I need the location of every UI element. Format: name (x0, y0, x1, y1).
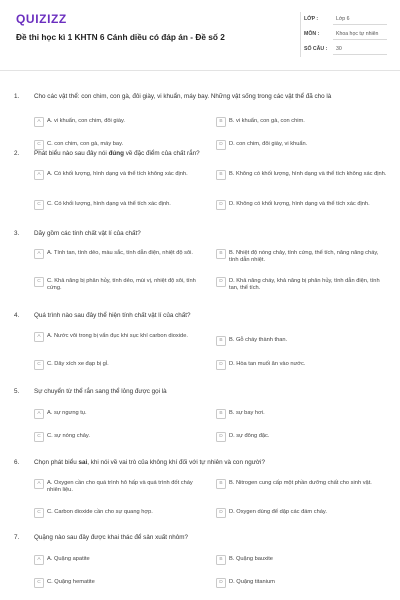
question-number: 3. (14, 230, 20, 237)
option-text: C. Có khối lượng, hình dạng và thể tích xác định. (47, 201, 171, 207)
option-text: A. Nước vôi trong bị vẩn đục khi sục khí carbon dioxide. (47, 333, 188, 339)
question-text-part: Cho các vật thể: con chim, con gà, đôi giày, vi khuẩn, máy bay. Những vật sống trong các vật thể đã cho là (34, 93, 332, 100)
option-letter-badge: A (34, 409, 44, 419)
option-letter-badge: D (216, 578, 226, 588)
worksheet-meta-box (300, 12, 387, 57)
question-text (34, 534, 188, 541)
option-text: B. Nhiệt độ nóng chảy, tính cứng, thể tích, năng năng cháy, tính dẫn nhiệt. (229, 250, 379, 264)
meta-value-class: Lớp 6 (336, 16, 350, 22)
option-text: D. sự đông đặc. (229, 433, 270, 439)
option-text: D. Quặng titanium (229, 579, 275, 585)
meta-underline (333, 39, 387, 40)
option-letter-badge: A (34, 170, 44, 180)
question-number: 7. (14, 534, 20, 541)
meta-row-class (301, 12, 387, 27)
meta-underline (333, 24, 387, 25)
question-number: 4. (14, 312, 20, 319)
meta-row-question-count (301, 42, 387, 57)
question-emphasis: sai (78, 459, 88, 466)
question-text (34, 150, 200, 157)
option-text: A. vi khuẩn, con chim, đôi giày. (47, 118, 125, 124)
option-letter-badge: B (216, 336, 226, 346)
question-text (34, 230, 141, 237)
option-text: A. Oxygen cần cho quá trình hô hấp và quá trình đốt cháy nhiên liệu. (47, 480, 193, 494)
question-number: 1. (14, 93, 20, 100)
meta-value-subject: Khoa học tự nhiên (336, 31, 379, 37)
meta-label-class: LỚP : (304, 16, 319, 22)
option-letter-badge: D (216, 432, 226, 442)
option-text: A. Tính tan, tính dẻo, màu sắc, tính dẫn điện, nhiệt độ sôi. (47, 250, 193, 256)
option-text: B. Quặng bauxite (229, 556, 273, 562)
quizizz-logo[interactable]: QUIZIZZ (16, 12, 67, 26)
question-text-part: về đặc điểm của chất rắn? (123, 150, 200, 157)
option-text: B. Không có khối lượng, hình dạng và thể tích không xác định. (229, 171, 387, 177)
option-letter-badge: D (216, 200, 226, 210)
option-text: D. Hòa tan muối ăn vào nước. (229, 361, 306, 367)
option-text: B. sự bay hơi. (229, 410, 265, 416)
option-letter-badge: D (216, 140, 226, 150)
option-letter-badge: B (216, 170, 226, 180)
option-text: C. con chim, con gà, máy bay. (47, 141, 124, 147)
question-text (34, 312, 190, 319)
meta-label-question-count: SỐ CÂU : (304, 46, 328, 52)
question-text (34, 459, 265, 466)
option-text: C. Quặng hematite (47, 579, 95, 585)
worksheet-title: Đề thi học kì 1 KHTN 6 Cánh diều có đáp án - Đề số 2 (16, 32, 225, 42)
option-letter-badge: A (34, 555, 44, 565)
option-letter-badge: A (34, 332, 44, 342)
option-text: A. Quặng apatite (47, 556, 90, 562)
option-text: B. Gỗ cháy thành than. (229, 337, 288, 343)
option-letter-badge: D (216, 277, 226, 287)
question-number: 6. (14, 459, 20, 466)
option-text: B. Nitrogen cung cấp một phần dưỡng chất cho sinh vật. (229, 480, 372, 486)
question-text-part: Quặng nào sau đây được khai thác để sản xuất nhôm? (34, 534, 188, 541)
meta-label-subject: MÔN : (304, 31, 320, 37)
option-letter-badge: A (34, 117, 44, 127)
option-letter-badge: B (216, 117, 226, 127)
option-text: A. Có khối lượng, hình dạng và thể tích không xác định. (47, 171, 188, 177)
question-text-part: Quá trình nào sau đây thể hiện tính chất vật lí của chất? (34, 312, 191, 319)
question-text-part: , khi nói về vai trò của không khí đối với tự nhiên và con người? (87, 459, 265, 466)
option-letter-badge: D (216, 508, 226, 518)
option-text: D. con chim, đôi giày, vi khuẩn. (229, 141, 308, 147)
question-text-part: Chọn phát biểu (34, 459, 79, 466)
question-text-part: Phát biểu nào sau đây nói (34, 150, 109, 157)
option-letter-badge: C (34, 277, 44, 287)
question-emphasis: đúng (108, 150, 124, 157)
option-text: C. Khả năng bị phân hủy, tính dẻo, mùi vị, nhiệt độ sôi, tính cứng. (47, 278, 196, 292)
option-letter-badge: A (34, 479, 44, 489)
option-letter-badge: C (34, 200, 44, 210)
option-text: D. Không có khối lượng, hình dạng và thể tích xác định. (229, 201, 370, 207)
option-letter-badge: B (216, 555, 226, 565)
option-letter-badge: C (34, 140, 44, 150)
question-text (34, 93, 331, 100)
option-letter-badge: C (34, 578, 44, 588)
option-text: C. Carbon dioxide cần cho sự quang hợp. (47, 509, 153, 515)
meta-row-subject (301, 27, 387, 42)
option-letter-badge: B (216, 409, 226, 419)
option-text: B. vi khuẩn, con gà, con chim. (229, 118, 305, 124)
meta-underline (333, 54, 387, 55)
option-letter-badge: C (34, 432, 44, 442)
option-letter-badge: A (34, 249, 44, 259)
option-text: D. Oxygen dùng để dập các đám cháy. (229, 509, 327, 515)
question-number: 2. (14, 150, 20, 157)
header-divider (0, 70, 400, 71)
question-number: 5. (14, 388, 20, 395)
option-letter-badge: B (216, 479, 226, 489)
question-text (34, 388, 167, 395)
question-text-part: Sự chuyển từ thể rắn sang thể lỏng được gọi là (34, 388, 167, 395)
option-letter-badge: C (34, 508, 44, 518)
option-text: C. Dây xích xe đạp bị gỉ. (47, 361, 109, 367)
option-text: A. sự ngưng tụ. (47, 410, 87, 416)
option-letter-badge: C (34, 360, 44, 370)
option-text: D. Khả năng cháy, khả năng bị phân hủy, tính dẫn điện, tính tan, thể tích. (229, 278, 380, 292)
worksheet-header (0, 0, 400, 70)
meta-value-question-count: 30 (336, 46, 342, 52)
question-text-part: Dãy gồm các tính chất vật lí của chất? (34, 230, 141, 237)
option-letter-badge: B (216, 249, 226, 259)
option-letter-badge: D (216, 360, 226, 370)
option-text: C. sự nóng chảy. (47, 433, 90, 439)
